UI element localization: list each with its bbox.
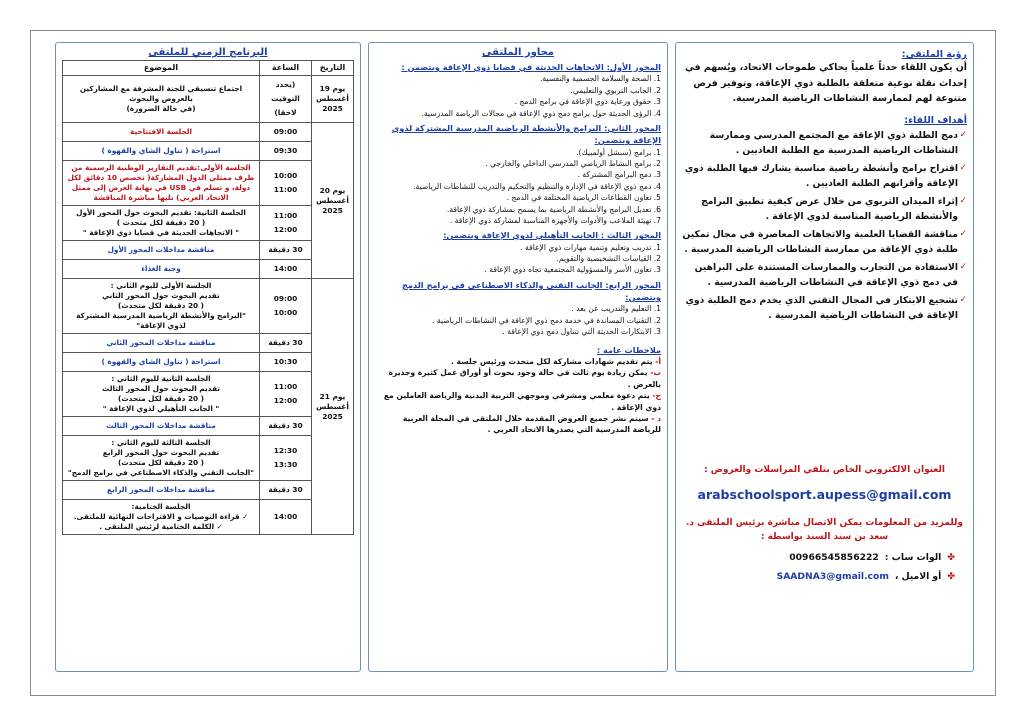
time-cell: 10:30 — [260, 353, 312, 372]
axis-item: 3. الابتكارات الحديثة التي تتناول دمج ذوي الإعاقة . — [502, 327, 661, 337]
axes-title: محاور الملتقى — [482, 47, 554, 58]
subject-line: " الجانب التأهيلي لذوي الإعاقة " — [102, 404, 220, 413]
notes-title: ملاحظات عامة : — [596, 344, 661, 355]
table-row — [63, 206, 354, 241]
whatsapp-row — [682, 552, 967, 563]
axes-container — [375, 61, 661, 338]
table-row — [63, 436, 354, 481]
subject-line: ( 20 دقيقة لكل متحدث) — [118, 301, 204, 310]
subject-cell — [63, 142, 260, 161]
date-cell: يوم 20 أغسطس 2025 — [312, 123, 354, 279]
axis-item: 2. القياسات التشخيصية والتقويم. — [556, 254, 661, 264]
notes-container — [375, 356, 661, 436]
date-cell: يوم 21 أغسطس 2025 — [312, 279, 354, 535]
axis-item: 3. حقوق ورعاية ذوي الإعاقة في برامج الدمج . — [514, 97, 661, 107]
goal-item: ✓ اقتراح برامج وأنشطة رياضية مناسبة يشارك فيها الطلبة ذوي الإعاقة وأقرانهم الطلبة العاديين . — [682, 161, 967, 192]
subject-cell — [63, 353, 260, 372]
note-item: ب- يمكن زيادة يوم ثالث في حالة وجود بحوث أو أوراق عمل كثيرة وجديرة بالعرض . — [388, 368, 661, 389]
subject-line: الجلسة الثانية لليوم الثاني : — [111, 374, 211, 383]
goal-item: ✓ دمج الطلبة ذوي الإعاقة مع المجتمع المدرسي وممارسة النشاطات الرياضية المدرسية مع الطلبة العاديين . — [682, 128, 967, 159]
axis-item: 1. برامج (سبشل أولمبيك). — [576, 147, 661, 157]
email-address[interactable]: arabschoolsport.aupess@gmail.com — [697, 487, 952, 502]
axis-item: 3. دمج البرامج المشتركة . — [577, 170, 661, 180]
subject-line: استراحة ( تناول الشاي والقهوة ) — [101, 146, 221, 155]
subject-cell — [63, 334, 260, 353]
time-cell: 09:00 10:00 — [260, 279, 312, 334]
goal-item: ✓ الاستفادة من التجارب والممارسات المستندة على البراهين في دمج ذوي الإعاقة في النشاطات الرياضية المدرسية . — [682, 260, 967, 291]
subject-line: مناقشة مداخلات المحور الرابع — [106, 485, 216, 494]
subject-cell — [63, 76, 260, 123]
axis-item: 4. الرؤى الحديثة حول برامج دمج ذوي الإعاقة في مجالات الرياضة المدرسية. — [421, 108, 661, 118]
axis-heading: المحور الثالث : الجانب التأهيلي لذوي الإعاقة ويتضمن: — [443, 230, 661, 241]
subject-cell — [63, 260, 260, 279]
table-header-row — [63, 61, 354, 76]
axis-item: 2. برامج النشاط الرياضي المدرسي الداخلي والخارجي . — [485, 158, 661, 168]
time-cell: 30 دقيقة — [260, 417, 312, 436]
time-cell: 10:00 11:00 — [260, 161, 312, 206]
subject-line: ( 20 دقيقة لكل متحدث ) — [116, 218, 206, 227]
table-row — [63, 142, 354, 161]
subject-line: الجلسة الأولى:تقديم التقارير الوطنية الرسمية من طرف ممثلي الدول المشاركة( تخصص 10 دقائق لكل دولة، و تسلم في USB في نهاية العرض إلى ممثل الاتحاد العربي) تليها مباشرة المناقشة — [67, 163, 255, 202]
subject-cell — [63, 206, 260, 241]
subject-line: اجتماع تنسيقي للجنة المشرفة مع المشاركين بالعروض والبحوث — [79, 84, 243, 103]
subject-line: "البرامج والأنشطة الرياضية المدرسية المشتركة لذوي الإعاقة" — [76, 311, 246, 330]
subject-line: ( 20 دقيقة لكل متحدث) — [118, 394, 204, 403]
subject-line: الجلسة الافتتاحية — [130, 127, 192, 136]
table-row — [63, 76, 354, 123]
subject-line: تقديم البحوث حول المحور الثاني — [102, 291, 220, 300]
time-cell: (يحدد التوقيت لاحقا) — [260, 76, 312, 123]
note-item: ج- يتم دعوة معلمي ومشرفي وموجهي التربية البدنية والرياضة العاملين مع ذوي الإعاقة . — [383, 391, 661, 412]
time-cell: 30 دقيقة — [260, 334, 312, 353]
time-cell: 11:00 12:00 — [260, 206, 312, 241]
arrow-bullet-icon: ✤ — [947, 552, 955, 563]
time-cell: 14:00 — [260, 500, 312, 535]
mail-label: أو الاميل ، — [894, 571, 942, 582]
subject-cell — [63, 161, 260, 206]
axis-heading: المحور الرابع: الجانب التقني والذكاء الاصطناعي في برامج الدمج ويتضمن: — [402, 279, 661, 303]
subject-line: الجلسة الثالثة لليوم الثاني : — [111, 438, 211, 447]
table-row — [63, 500, 354, 535]
table-row — [63, 161, 354, 206]
axis-item: 6. تعديل البرامج والأنشطة الرياضية بما يسمح بمشاركة ذوي الإعاقة. — [446, 204, 661, 214]
axis-item: 1. التعليم والتدريب عن بعد . — [571, 304, 661, 314]
subject-line: مناقشة مداخلات المحور الأول — [107, 245, 215, 254]
subject-cell — [63, 279, 260, 334]
schedule-table — [62, 60, 354, 535]
mail-row — [682, 571, 967, 582]
time-cell: 09:00 — [260, 123, 312, 142]
time-cell: 09:30 — [260, 142, 312, 161]
subject-line: الجلسة الثانية: تقديم البحوث حول المحور الأول — [76, 208, 246, 217]
table-row — [63, 279, 354, 334]
axis-heading: المحور الأول: الاتجاهات الحديثة في قضايا ذوي الإعاقة ويتضمن : — [401, 62, 661, 72]
table-row — [63, 481, 354, 500]
contact-block — [682, 465, 967, 582]
subject-line: ✓ الكلمة الختامية لرئيس الملتقى . — [99, 522, 223, 531]
note-item: د - سيتم نشر جميع العروض المقدمة خلال الملتقى في المجلة العربية للرياضة المدرسية التي يصدرها الاتحاد العربي . — [402, 414, 661, 435]
goals-list — [682, 128, 967, 324]
time-cell: 30 دقيقة — [260, 481, 312, 500]
goal-item: ✓ تشجيع الابتكار في المجال التقني الذي يخدم دمج الطلبة ذوي الإعاقة في النشاطات الرياضية المدرسية . — [682, 293, 967, 324]
schedule-body — [63, 76, 354, 535]
more-info: وللمزيد من المعلومات يمكن الاتصال مباشرة برئيس الملتقى د. سعد بن سند السند بواسطة : — [685, 518, 964, 542]
time-cell: 12:30 13:30 — [260, 436, 312, 481]
email-label: العنوان الالكتروني الخاص بتلقي المراسلات والعروض : — [704, 465, 945, 475]
subject-cell — [63, 123, 260, 142]
goal-item: ✓ مناقشة القضايا العلمية والاتجاهات المعاصرة في مجال تمكين طلبة ذوي الإعاقة من ممارسة النشاطات الرياضية المدرسية . — [682, 227, 967, 258]
subject-cell — [63, 436, 260, 481]
subject-cell — [63, 372, 260, 417]
axis-item: 1. تدريب وتعليم وتنمية مهارات ذوي الإعاقة . — [520, 242, 661, 252]
subject-line: وجبة الغذاء — [141, 264, 181, 273]
vision-title: رؤية الملتقى: — [901, 49, 967, 60]
column-axes — [368, 42, 668, 672]
subject-line: "الجانب التقني والذكاء الاصطناعي في برامج الدمج" — [67, 468, 255, 477]
axis-item: 2. التقنيات المساندة في خدمة دمج ذوي الإعاقة في النشاطات الرياضية . — [431, 315, 661, 325]
table-row — [63, 334, 354, 353]
whatsapp-label: الوات ساب : — [884, 552, 942, 563]
column-vision-goals — [675, 42, 974, 672]
whatsapp-number[interactable]: 00966545856222 — [789, 552, 879, 563]
subject-line: تقديم البحوث حول المحور الثالث — [102, 384, 220, 393]
subject-cell — [63, 500, 260, 535]
mail-address[interactable]: SAADNA3@gmail.com — [776, 571, 889, 582]
table-row — [63, 241, 354, 260]
goals-title: أهداف اللقاء: — [904, 114, 967, 126]
subject-line: مناقشة مداخلات المحور الثالث — [106, 421, 216, 430]
table-row — [63, 123, 354, 142]
time-cell: 14:00 — [260, 260, 312, 279]
axis-item: 4. دمج ذوي الإعاقة في الإدارة والتنظيم والتحكيم والتدريب للنشاطات الرياضية. — [413, 181, 661, 191]
col-subject: الموضوع — [63, 61, 260, 76]
table-row — [63, 353, 354, 372]
axis-item: 1. الصحة والسلامة الجسمية والنفسية. — [539, 74, 661, 84]
time-cell: 11:00 12:00 — [260, 372, 312, 417]
schedule-title: البرنامج الزمني للملتقى — [148, 47, 268, 58]
subject-line: ✓ قراءة التوصيات و الاقتراحات النهائية للملتقى. — [73, 512, 249, 521]
vision-text: أن يكون اللقاء حدثاً علمياً يحاكي طموحات الاتحاد، ويُسهم في إحداث نقلة نوعية متعلقة بالطلبة ذوي الإعاقة، وتوفير فرص متنوعة لهم لممارسة النشاطات الرياضية المدرسية. — [685, 62, 967, 104]
subject-cell — [63, 241, 260, 260]
col-time: الساعة — [260, 61, 312, 76]
subject-line: تقديم البحوث حول المحور الرابع — [102, 448, 220, 457]
axis-item: 5. تعاون القطاعات الرياضية المختلفة في الدمج . — [506, 193, 661, 203]
goal-item: ✓ إثراء الميدان التربوي من خلال عرض كيفية تطبيق البرامج والأنشطة الرياضية المناسبة لذوي الإعاقة . — [682, 194, 967, 225]
subject-cell — [63, 481, 260, 500]
subject-line: استراحة ( تناول الشاي والقهوة ) — [101, 357, 221, 366]
subject-line: ( 20 دقيقة لكل متحدث) — [118, 458, 204, 467]
subject-line: الجلسة الأولى لليوم الثاني : — [110, 281, 212, 290]
subject-line: (في حالة الضرورة) — [126, 104, 196, 113]
subject-line: الجلسة الختامية: — [131, 502, 191, 511]
col-date: التاريخ — [312, 61, 354, 76]
subject-line: مناقشة مداخلات المحور الثاني — [106, 338, 216, 347]
axis-item: 3. تعاون الأسر والمسؤولية المجتمعية تجاه ذوي الإعاقة . — [484, 265, 661, 275]
note-item: أ- يتم تقديم شهادات مشاركة لكل متحدث ورئيس جلسة . — [450, 356, 661, 366]
table-row — [63, 372, 354, 417]
axis-item: 7. تهيئة الملاعب والأدوات والأجهزة المناسبة لمشاركة ذوي الإعاقة . — [449, 215, 661, 225]
arrow-bullet-icon: ✤ — [947, 571, 955, 582]
axis-heading: المحور الثاني: البرامج والأنشطة الرياضية المدرسية المشتركة لذوي الإعاقة ويتضمن: — [391, 122, 661, 146]
subject-line: " الاتجاهات الحديثة في قضايا ذوي الإعاقة " — [82, 228, 240, 237]
axis-item: 2. الجانب التربوي والتعليمي. — [570, 85, 661, 95]
time-cell: 30 دقيقة — [260, 241, 312, 260]
date-cell: يوم 19 أغسطس 2025 — [312, 76, 354, 123]
table-row — [63, 417, 354, 436]
column-schedule — [55, 42, 361, 672]
table-row — [63, 260, 354, 279]
subject-cell — [63, 417, 260, 436]
